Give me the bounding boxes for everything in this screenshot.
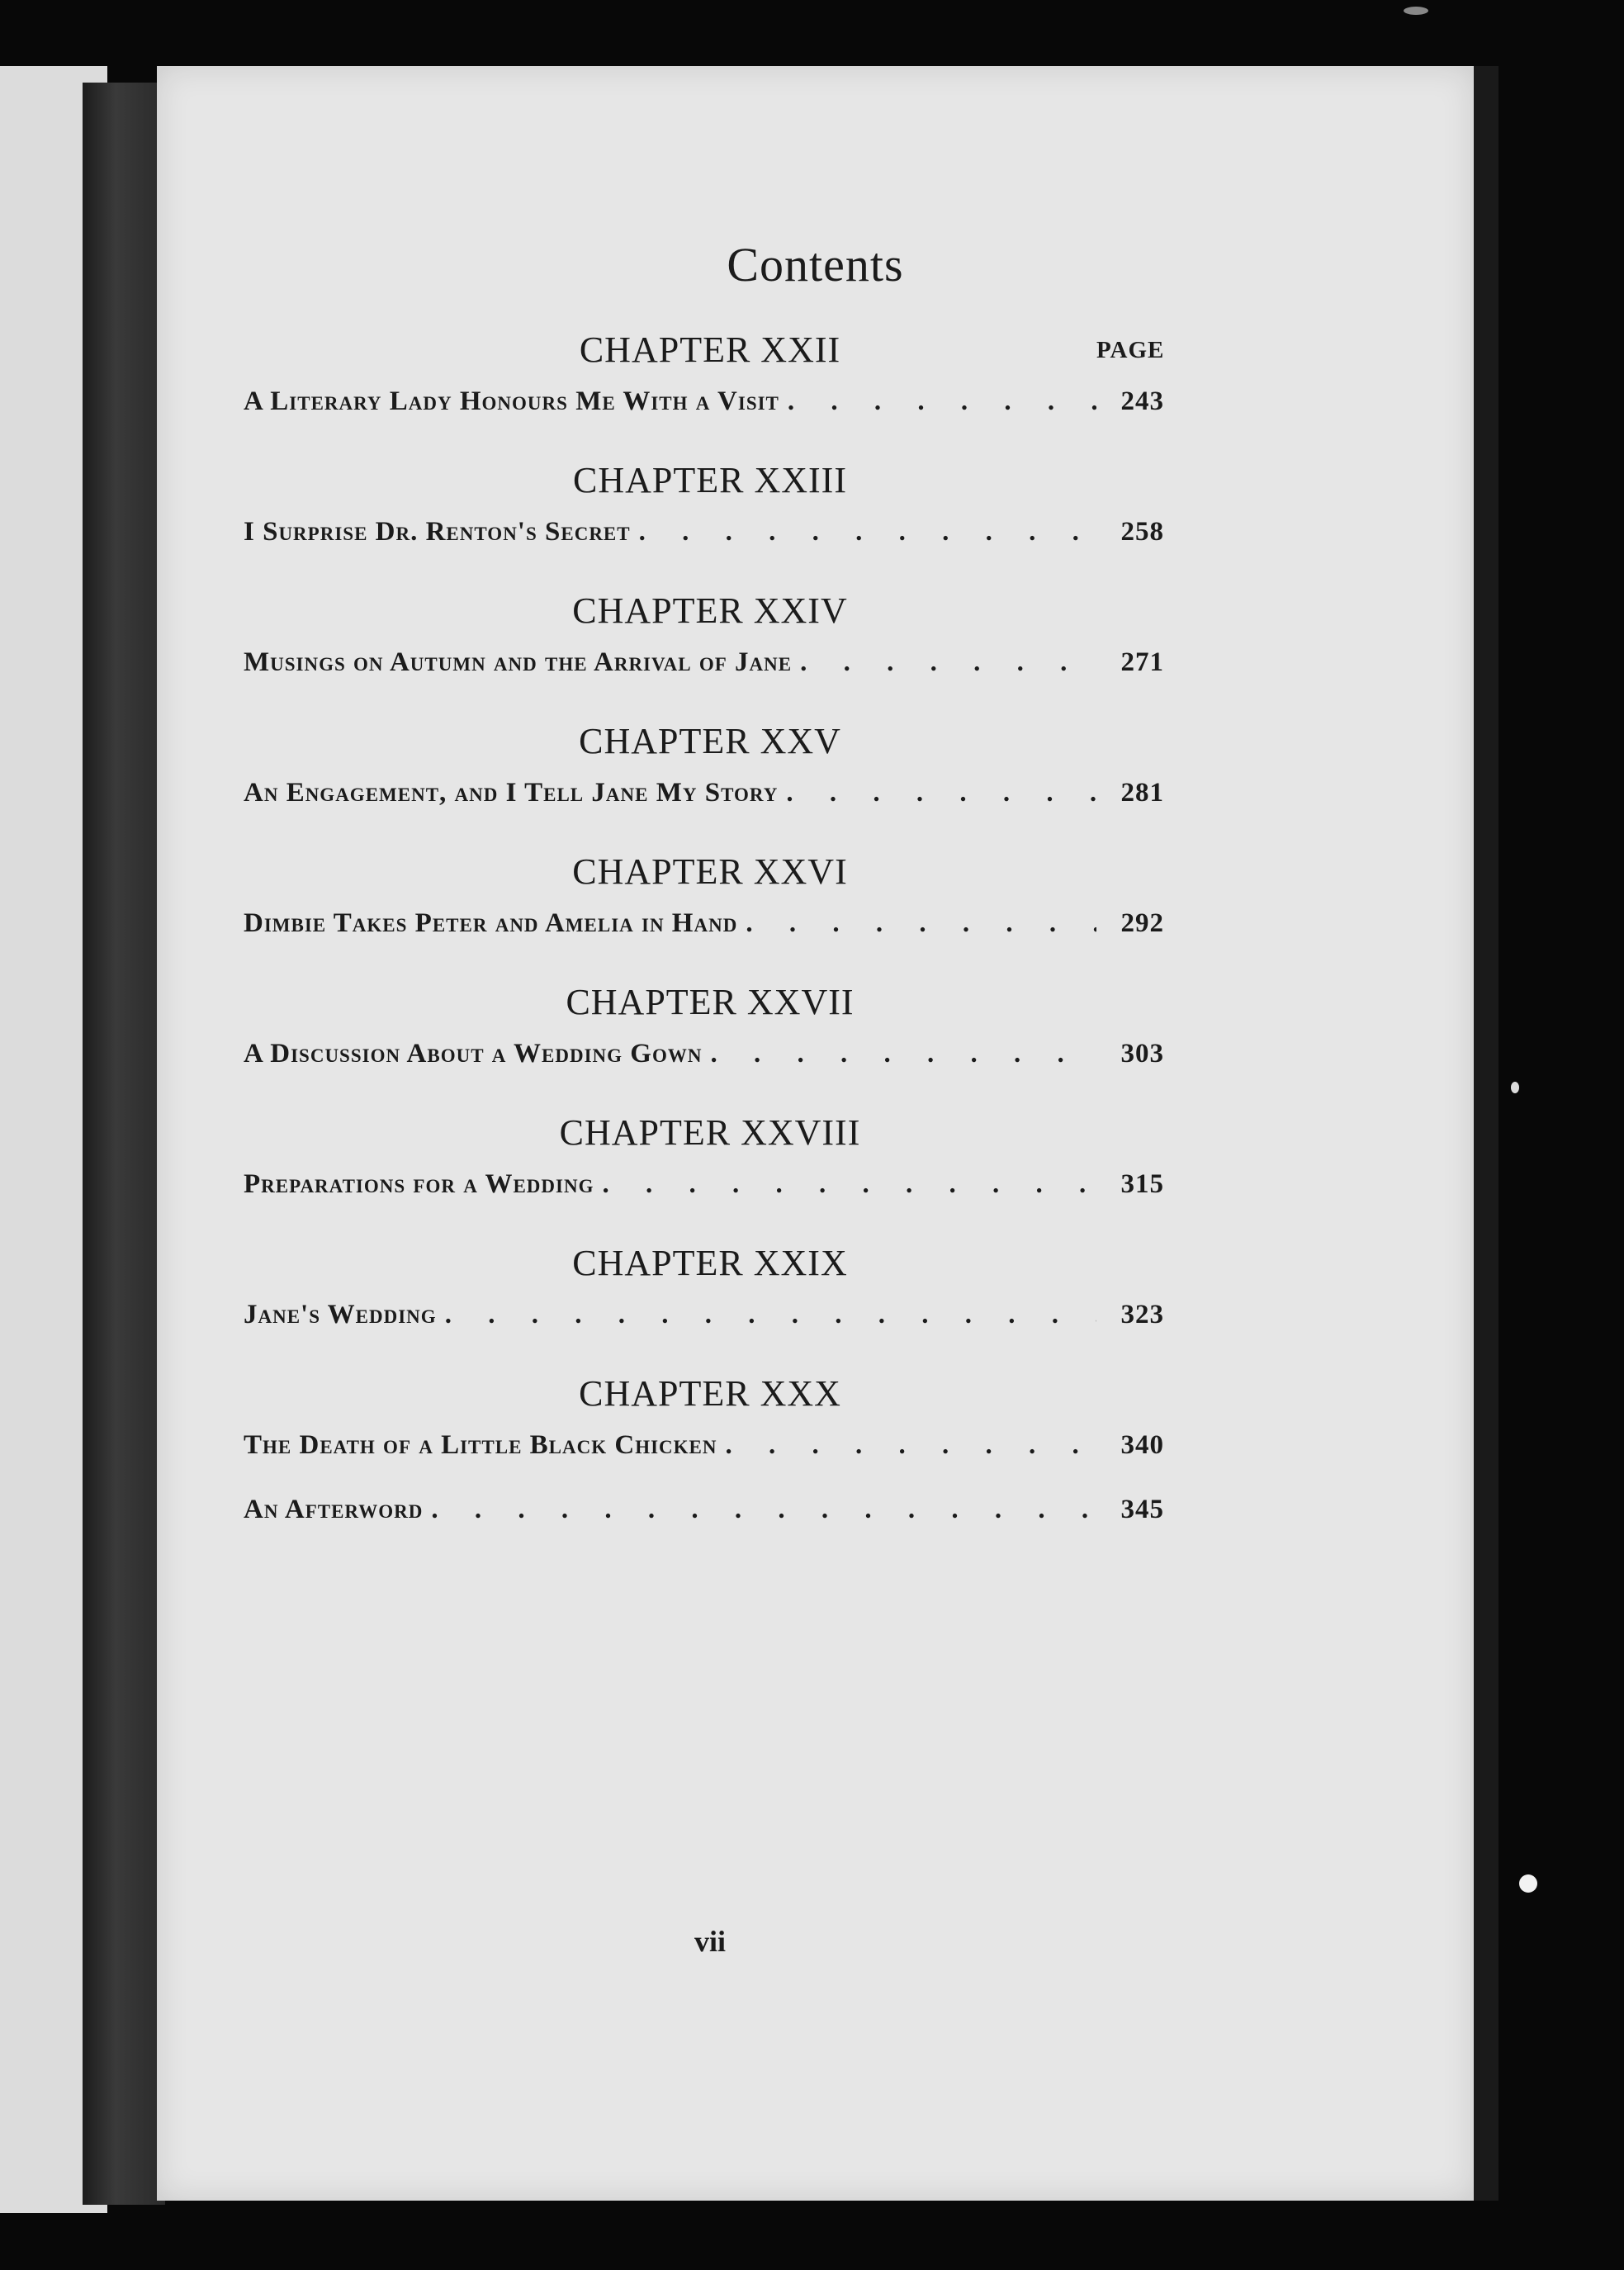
dot-leader (746, 908, 1096, 939)
dot-leader (445, 1300, 1096, 1330)
entry-page-number: 281 (1120, 778, 1164, 808)
entry-page-number: 345 (1120, 1495, 1164, 1524)
entry-page-number: 315 (1120, 1169, 1164, 1199)
page-title: Contents (727, 238, 904, 291)
contents-page (157, 66, 1474, 2201)
dot-leader (800, 647, 1096, 678)
entry-page-number: 340 (1120, 1430, 1164, 1460)
entry-title: A Discussion About a Wedding Gown (244, 1039, 703, 1069)
toc-entry (244, 1300, 1164, 1330)
dot-leader (786, 778, 1096, 808)
toc-entry (244, 1430, 1164, 1461)
entry-page-number: 258 (1120, 517, 1164, 547)
entry-page-number: 271 (1120, 647, 1164, 677)
toc-entry (244, 386, 1164, 417)
page-folio: vii (694, 1925, 726, 1958)
chapter-heading: CHAPTER XXIX (572, 1243, 848, 1283)
chapter-heading: CHAPTER XXVIII (559, 1112, 861, 1153)
dot-leader (788, 386, 1096, 417)
entry-title: Jane's Wedding (244, 1300, 437, 1329)
dot-leader (431, 1495, 1096, 1525)
chapter-heading: CHAPTER XXVII (566, 982, 855, 1022)
page-column-label: PAGE (1096, 337, 1165, 363)
toc-entry (244, 647, 1164, 678)
entry-page-number: 323 (1120, 1300, 1164, 1329)
entry-page-number: 243 (1120, 386, 1164, 416)
toc-entry (244, 1169, 1164, 1200)
chapter-heading: CHAPTER XXV (579, 721, 841, 761)
scan-speck (1511, 1082, 1519, 1093)
entry-title: The Death of a Little Black Chicken (244, 1430, 717, 1460)
toc-entry-afterword (244, 1495, 1164, 1525)
scan-speck (1519, 1874, 1537, 1893)
dot-leader (710, 1039, 1096, 1069)
chapter-heading: CHAPTER XXIII (573, 460, 847, 500)
book-spine (83, 83, 165, 2205)
entry-title: An Engagement, and I Tell Jane My Story (244, 778, 779, 808)
entry-page-number: 292 (1120, 908, 1164, 938)
toc-entry (244, 908, 1164, 939)
scan-speck (1404, 7, 1428, 15)
page-edge-shadow (1474, 66, 1499, 2201)
toc-entry (244, 1039, 1164, 1069)
entry-title: Preparations for a Wedding (244, 1169, 594, 1199)
dot-leader (639, 517, 1096, 547)
entry-title: An Afterword (244, 1495, 424, 1524)
toc-entry (244, 778, 1164, 808)
toc-entry (244, 517, 1164, 547)
chapter-heading: CHAPTER XXX (579, 1373, 841, 1414)
entry-page-number: 303 (1120, 1039, 1164, 1069)
entry-title: Dimbie Takes Peter and Amelia in Hand (244, 908, 738, 938)
chapter-heading: CHAPTER XXVI (572, 851, 848, 892)
entry-title: A Literary Lady Honours Me With a Visit (244, 386, 779, 416)
chapter-heading: CHAPTER XXIV (572, 590, 848, 631)
dot-leader (602, 1169, 1096, 1200)
entry-title: I Surprise Dr. Renton's Secret (244, 517, 631, 547)
dot-leader (726, 1430, 1096, 1461)
entry-title: Musings on Autumn and the Arrival of Jane (244, 647, 793, 677)
chapter-heading: CHAPTER XXII (579, 329, 841, 370)
